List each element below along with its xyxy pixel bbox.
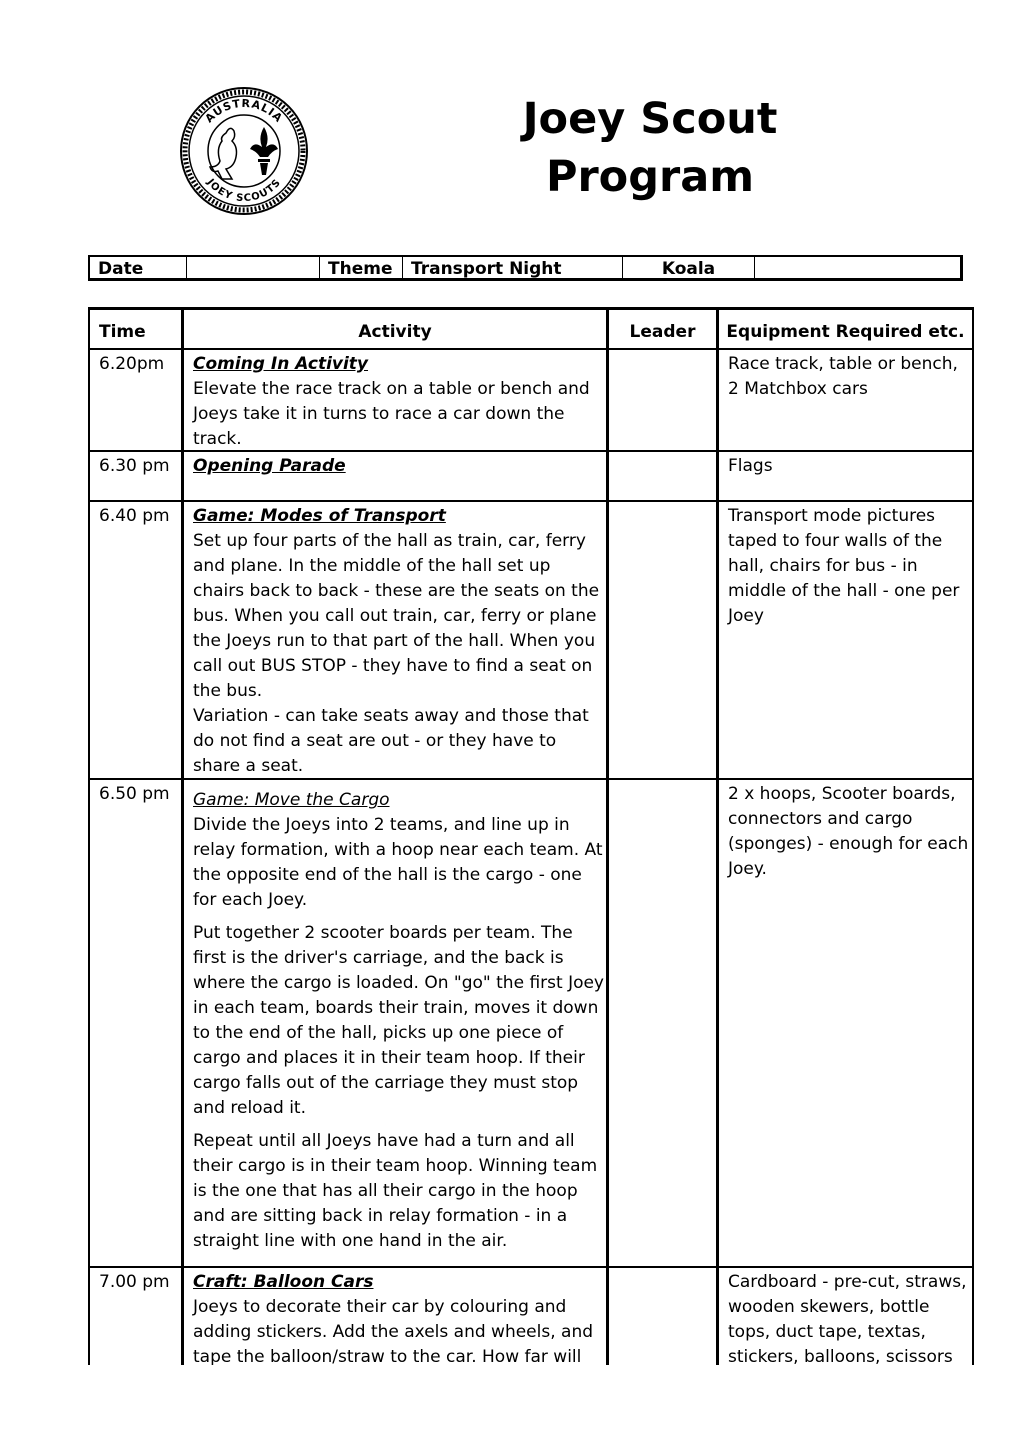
theme-value[interactable]: Transport Night — [403, 257, 623, 278]
activity-title: Game: Modes of Transport — [193, 506, 446, 526]
row-activity — [184, 1266, 609, 1365]
row-equipment: Cardboard - pre-cut, straws, wooden skewers, bottle tops, duct tape, textas, stickers, balloons, scissors — [728, 1272, 967, 1365]
activity-description: Elevate the race track on a table or bench and Joeys take it in turns to race a car down the track. — [193, 379, 590, 449]
row-equipment: Flags — [728, 456, 773, 476]
koala-value[interactable] — [755, 257, 960, 278]
activity-title: Coming In Activity — [193, 354, 369, 374]
joey-scouts-badge-icon — [178, 85, 310, 217]
row-leader[interactable] — [609, 1266, 719, 1365]
row-time: 7.00 pm — [90, 1266, 184, 1365]
row-activity — [184, 450, 609, 500]
activity-description: Divide the Joeys into 2 teams, and line up in relay formation, with a hoop near each team. At the opposite end of the hall is the cargo - one for each Joey. — [193, 815, 603, 910]
row-time: 6.20pm — [90, 348, 184, 450]
row-activity — [184, 778, 609, 1266]
svg-text:JOEY SCOUTS: JOEY SCOUTS — [204, 177, 284, 205]
theme-label: Theme — [320, 257, 403, 278]
row-leader[interactable] — [609, 500, 719, 778]
activity-variation: Variation - can take seats away and those that do not find a seat are out - or they have to share a seat. — [193, 706, 589, 776]
table-row — [90, 1266, 972, 1365]
program-table — [88, 307, 974, 1365]
table-header-row — [90, 310, 972, 350]
header-equipment: Equipment Required etc. — [726, 322, 965, 342]
activity-title: Game: Move the Cargo — [193, 790, 390, 810]
table-row — [90, 450, 972, 502]
header-leader: Leader — [609, 310, 719, 348]
row-time: 6.40 pm — [90, 500, 184, 778]
activity-description: Joeys to decorate their car by colouring and adding stickers. Add the axels and wheels, and tape the balloon/straw to the car. How far will — [193, 1297, 594, 1365]
row-equipment: 2 x hoops, Scooter boards, connectors and cargo (sponges) - enough for each Joey. — [728, 784, 969, 879]
date-label: Date — [90, 257, 187, 278]
header-activity: Activity — [184, 310, 609, 348]
activity-description: Repeat until all Joeys have had a turn and all their cargo is in their team hoop. Winning team is the one that has all their cargo in the hoop and are sitting back in relay formation - in a straight line with one hand in the air. — [193, 1131, 598, 1251]
activity-description: Set up four parts of the hall as train, car, ferry and plane. In the middle of the hall set up chairs back to back - these are the seats on the bus. When you call out train, car, ferry or plane the Joeys run to that part of the hall. When you call out BUS STOP - they have to find a seat on the bus. — [193, 531, 600, 701]
table-row — [90, 778, 972, 1268]
activity-title: Opening Parade — [193, 456, 346, 476]
joey-scouts-logo — [178, 85, 310, 217]
row-activity — [184, 500, 609, 778]
row-equipment: Transport mode pictures taped to four walls of the hall, chairs for bus - in middle of the hall - one per Joey — [728, 506, 960, 626]
activity-description: Put together 2 scooter boards per team. The first is the driver's carriage, and the back is where the cargo is loaded. On "go" the first Joey in each team, boards their train, moves it down to the end of the hall, picks up one piece of cargo and places it in their team hoop. If their cargo falls out of the carriage they must stop and reload it. — [193, 923, 604, 1118]
date-value[interactable] — [187, 257, 320, 278]
row-leader[interactable] — [609, 778, 719, 1266]
row-time: 6.30 pm — [90, 450, 184, 500]
info-table — [88, 255, 963, 281]
title-line-2: Program — [545, 152, 755, 202]
svg-text:AUSTRALIA: AUSTRALIA — [202, 96, 286, 126]
row-time: 6.50 pm — [90, 778, 184, 1266]
row-leader[interactable] — [609, 450, 719, 500]
koala-label: Koala — [623, 257, 755, 278]
table-row — [90, 348, 972, 452]
title-line-1: Joey Scout — [522, 94, 778, 144]
table-row — [90, 500, 972, 780]
activity-title: Craft: Balloon Cars — [193, 1272, 374, 1292]
row-equipment: Race track, table or bench, 2 Matchbox cars — [728, 354, 958, 399]
page-title — [500, 90, 800, 206]
row-leader[interactable] — [609, 348, 719, 450]
header-time: Time — [90, 310, 184, 348]
row-activity — [184, 348, 609, 450]
